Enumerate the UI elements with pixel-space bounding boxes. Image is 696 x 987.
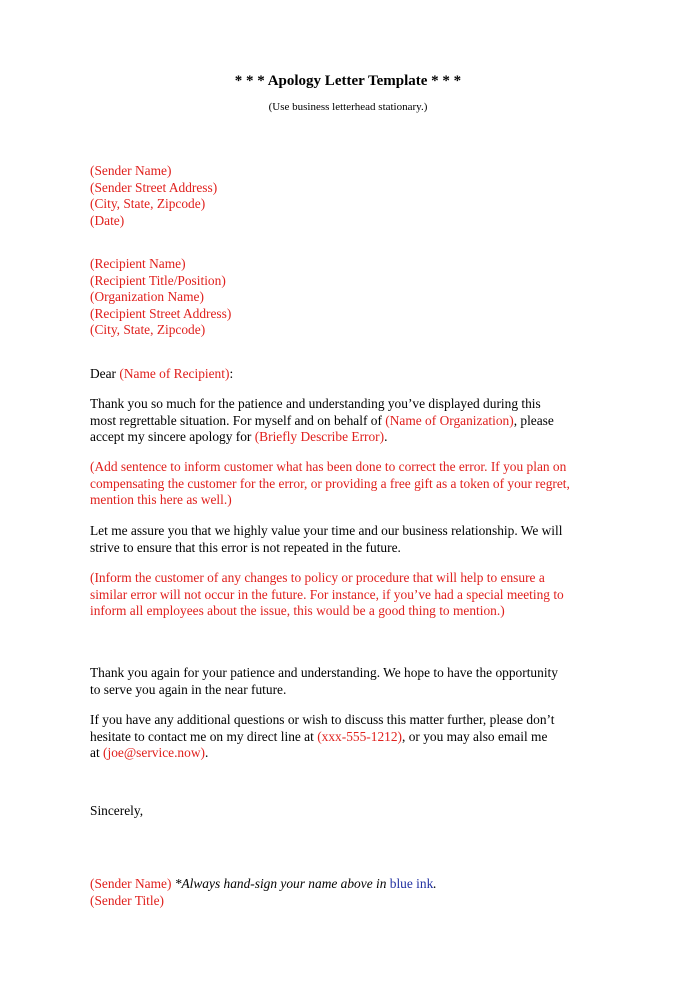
paragraph-text: at <box>90 745 104 761</box>
paragraph-line: (Add sentence to inform customer what has been done to correct the error. If you plan on <box>90 459 567 474</box>
paragraph-line: mention this here as well.) <box>90 492 232 508</box>
paragraph-contact <box>90 712 610 762</box>
recipient-title: (Recipient Title/Position) <box>90 272 226 288</box>
phone-placeholder: (xxx-555-1212) <box>317 728 402 744</box>
paragraph-line: If you have any additional questions or wish to discuss this matter further, please don’t <box>90 712 555 727</box>
page-title: * * * Apology Letter Template * * * <box>234 73 462 89</box>
paragraph-line: Thank you so much for the patience and understanding you’ve displayed during this <box>90 396 541 411</box>
paragraph-text: most regrettable situation. For myself and on behalf of <box>90 412 386 428</box>
signature-block <box>90 876 610 909</box>
paragraph-text: hesitate to contact me on my direct line at <box>90 728 318 744</box>
sender-date: (Date) <box>90 212 125 228</box>
recipient-organization: (Organization Name) <box>90 289 204 305</box>
paragraph-line: (Inform the customer of any changes to policy or procedure that will help to ensure a <box>90 570 545 585</box>
recipient-name-placeholder: (Name of Recipient) <box>119 366 230 381</box>
paragraph-text: . <box>204 745 209 761</box>
paragraph-line: strive to ensure that this error is not repeated in the future. <box>90 539 401 555</box>
paragraph-correction-placeholder <box>90 459 610 509</box>
sender-title-placeholder: (Sender Title) <box>90 892 165 908</box>
paragraph-text: , or you may also email me <box>402 728 548 744</box>
signature-note-suffix: . <box>433 876 437 891</box>
signature-note: *Always hand-sign your name above in <box>171 876 390 891</box>
paragraph-text: , please <box>513 412 554 428</box>
salutation-prefix: Dear <box>90 366 120 381</box>
recipient-name: (Recipient Name) <box>90 256 186 271</box>
paragraph-assurance <box>90 523 610 556</box>
recipient-street-address: (Recipient Street Address) <box>90 305 232 321</box>
error-description-placeholder: (Briefly Describe Error) <box>254 429 385 445</box>
sender-street-address: (Sender Street Address) <box>90 179 218 195</box>
paragraph-line: to serve you again in the near future. <box>90 681 287 697</box>
paragraph-line: compensating the customer for the error, or providing a free gift as a token of your regret, <box>90 475 570 491</box>
sender-block <box>90 163 610 229</box>
email-placeholder: (joe@service.now) <box>103 745 205 761</box>
salutation <box>90 366 610 383</box>
paragraph-line: inform all employees about the issue, this would be a good thing to mention.) <box>90 603 505 619</box>
paragraph-thank-you <box>90 396 610 446</box>
recipient-city-state-zip: (City, State, Zipcode) <box>90 322 206 338</box>
sender-name: (Sender Name) <box>90 163 172 178</box>
recipient-block <box>90 256 610 339</box>
paragraph-policy-placeholder <box>90 570 610 620</box>
blue-ink-note: blue ink <box>389 876 434 891</box>
paragraph-text: accept my sincere apology for <box>90 429 255 445</box>
paragraph-thanks-again <box>90 665 610 698</box>
sender-name-placeholder: (Sender Name) <box>90 876 172 891</box>
paragraph-line: Let me assure you that we highly value your time and our business relationship. We will <box>90 523 563 538</box>
closing <box>90 803 610 820</box>
organization-name-placeholder: (Name of Organization) <box>385 412 514 428</box>
paragraph-line: Thank you again for your patience and understanding. We hope to have the opportunity <box>90 665 558 680</box>
paragraph-text: . <box>384 429 388 445</box>
closing-text: Sincerely, <box>90 803 144 818</box>
paragraph-line: similar error will not occur in the future. For instance, if you’ve had a special meeting to <box>90 586 564 602</box>
sender-city-state-zip: (City, State, Zipcode) <box>90 196 206 212</box>
page-subtitle: (Use business letterhead stationary.) <box>268 101 428 113</box>
salutation-suffix: : <box>229 366 234 381</box>
